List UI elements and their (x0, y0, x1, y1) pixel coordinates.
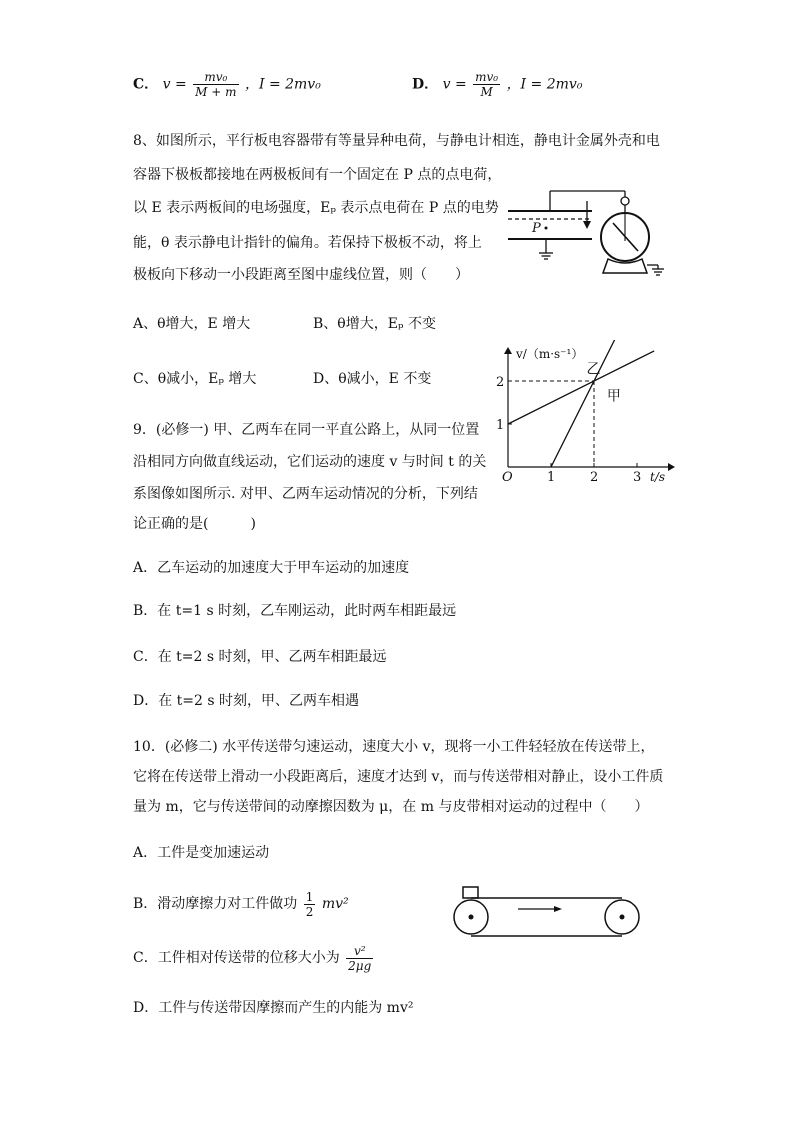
x-tick-label-1: 1 (547, 470, 556, 485)
q7-c-fraction: $\frac{\text{mv₀}}{M + m}$ (195, 70, 237, 99)
q8-line-2: 容器下极板都接地在两极板间有一个固定在 P 点的点电荷， (133, 167, 502, 183)
q9-line-1: 9．(必修一) 甲、乙两车在同一平直公路上，从同一位置 (133, 422, 480, 438)
right-pulley-axle (620, 915, 625, 920)
q10-line-1: 10．(必修二) 水平传送带匀速运动，速度大小 v，现将一小工件轻轻放在传送带上， (133, 739, 655, 755)
conveyor-belt-diagram (450, 884, 640, 940)
y-tick-label-2: 2 (496, 375, 505, 390)
left-pulley-axle (469, 915, 474, 920)
x-tick-label-3: 3 (633, 470, 642, 485)
q9-line-4: 论正确的是( ) (133, 516, 256, 532)
q8-option-c: C、θ减小，Eₚ 增大 (133, 371, 257, 387)
series-label-jia: 甲 (606, 388, 621, 405)
q8-line-5: 极板向下移动一小段距离至图中虚线位置，则（ ） (133, 267, 469, 283)
q9-option-a: A．乙车运动的加速度大于甲车运动的加速度 (133, 560, 410, 576)
series-label-yi: 乙 (586, 361, 601, 378)
q10-line-3: 量为 m，它与传送带间的动摩擦因数为 μ，在 m 与皮带相对运动的过程中（ ） (133, 799, 649, 815)
down-arrow-head (583, 221, 591, 229)
q8-option-d: D、θ减小，E 不变 (313, 371, 432, 387)
belt-direction-arrow-head (554, 906, 562, 912)
capacitor-electrometer-diagram (504, 185, 676, 280)
p-label: P (532, 221, 541, 236)
q10-line-2: 它将在传送带上滑动一小段距离后，速度才达到 v，而与传送带相对静止，设小工件质 (133, 769, 664, 785)
q8-line-3: 以 E 表示两板间的电场强度，Eₚ 表示点电荷在 P 点的电势 (133, 200, 499, 216)
velocity-time-chart (492, 340, 678, 488)
x-axis-arrow (668, 463, 675, 471)
q9-option-b: B．在 t=1 s 时刻，乙车刚运动，此时两车相距最远 (133, 603, 457, 619)
q7-option-d: D． v = $\frac{\text{mv₀}}{M}$ ，I = 2mv₀ (412, 70, 583, 99)
q9-option-c: C．在 t=2 s 时刻，甲、乙两车相距最远 (133, 649, 387, 665)
q8-line-1: 8、如图所示，平行板电容器带有等量异种电荷，与静电计相连，静电计金属外壳和电 (133, 133, 660, 149)
q10-option-d: D．工件与传送带因摩擦而产生的内能为 mv² (133, 1000, 414, 1016)
q7-d-fraction: $\frac{\text{mv₀}}{M}$ (475, 70, 499, 99)
q8-option-a: A、θ增大，E 增大 (133, 316, 251, 332)
y-axis-label: v/（m·s⁻¹） (516, 347, 584, 361)
q10-b-fraction: $\frac{1}{2}$ (305, 889, 314, 919)
y-tick-label-1: 1 (496, 418, 505, 433)
workpiece-block (463, 887, 478, 898)
electrometer-knob (621, 197, 629, 205)
x-axis-label: t/s (650, 470, 666, 484)
q8-line-4: 能，θ 表示静电计指针的偏角。若保持下极板不动，将上 (133, 235, 482, 251)
origin-label: O (502, 470, 513, 485)
series-line-jia (508, 351, 654, 424)
q9-line-2: 沿相同方向做直线运动，它们运动的速度 v 与时间 t 的关 (133, 454, 487, 470)
y-axis-arrow (504, 347, 512, 354)
q7-option-c: C． v = $\frac{\text{mv₀}}{M + m}$ ，I = 2mv₀ (133, 70, 321, 99)
q8-option-b: B、θ增大，Eₚ 不变 (313, 316, 436, 332)
q10-c-fraction: $\frac{\text{v²}}{2\mu g}$ (348, 943, 372, 973)
q10-option-c: C．工件相对传送带的位移大小为 $\frac{\text{v²}}{2\mu g}$ (133, 943, 372, 973)
q9-line-3: 系图像如图所示. 对甲、乙两车运动情况的分析，下列结 (133, 486, 478, 502)
x-tick-label-2: 2 (590, 470, 599, 485)
p-point (545, 227, 548, 230)
q10-option-a: A．工件是变加速运动 (133, 845, 270, 861)
q9-option-d: D．在 t=2 s 时刻，甲、乙两车相遇 (133, 693, 360, 709)
q10-option-b: B．滑动摩擦力对工件做功 $\frac{1}{2}$ mv² (133, 889, 349, 919)
